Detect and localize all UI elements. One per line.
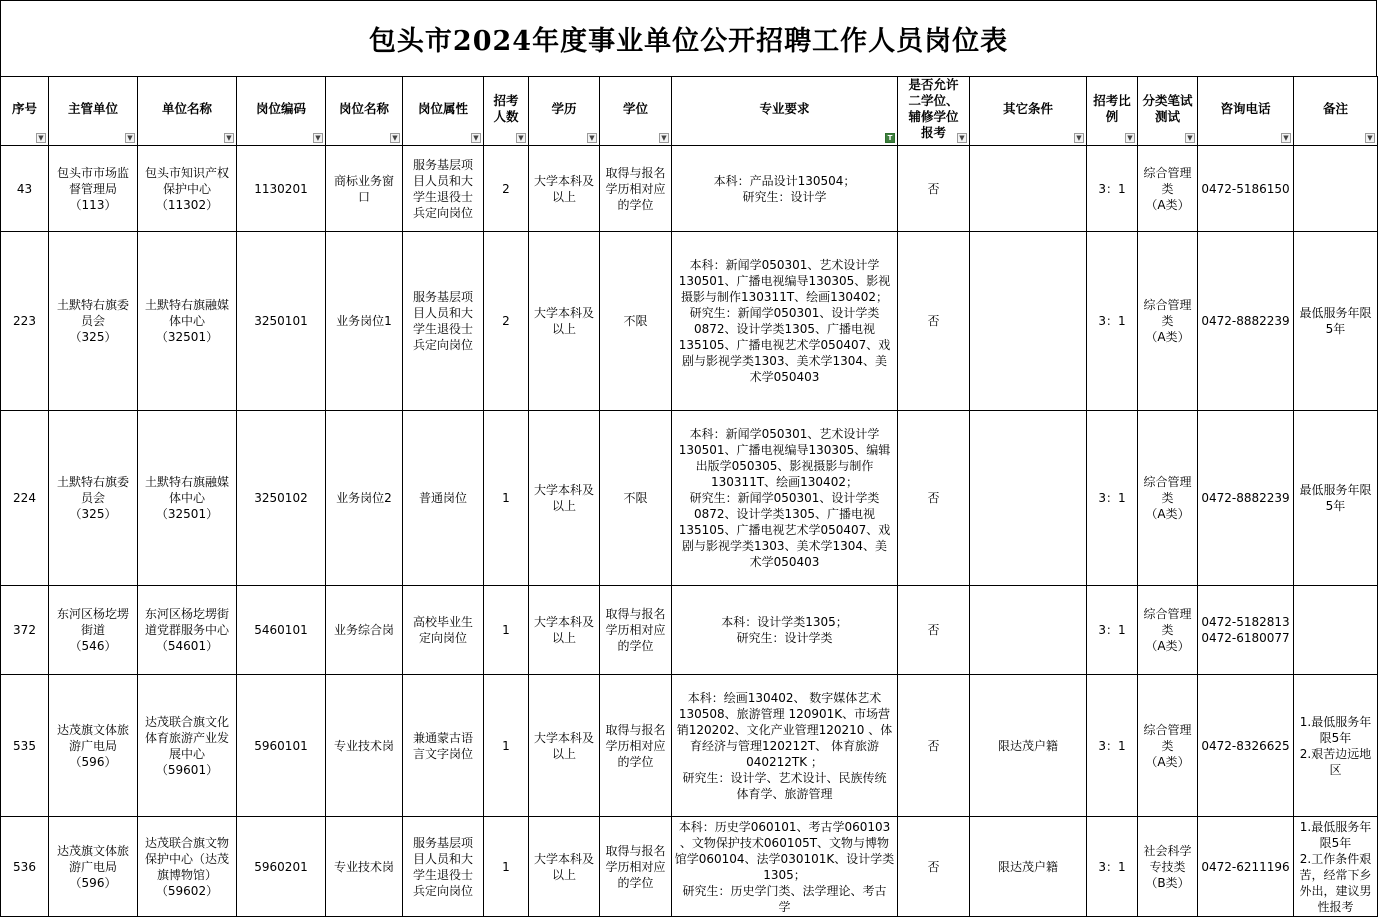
cell-second-degree[interactable]: 否 <box>898 146 970 232</box>
job-table <box>0 76 1378 917</box>
cell-seq[interactable]: 43 <box>1 146 49 232</box>
cell-code[interactable]: 1130201 <box>237 146 326 232</box>
cell-edu[interactable]: 大学本科及 以上 <box>529 411 600 586</box>
cell-exam[interactable]: 社会科学 专技类 （B类） <box>1138 817 1198 917</box>
cell-attr[interactable]: 高校毕业生 定向岗位 <box>403 586 484 675</box>
table-row <box>1 817 1378 917</box>
table-row <box>1 232 1378 411</box>
cell-num[interactable]: 1 <box>484 586 529 675</box>
cell-other[interactable] <box>970 232 1087 411</box>
cell-other[interactable] <box>970 411 1087 586</box>
col-dept: 主管单位 ▼ <box>49 77 138 146</box>
cell-other[interactable]: 限达茂户籍 <box>970 817 1087 917</box>
cell-edu[interactable]: 大学本科及 以上 <box>529 146 600 232</box>
filter-dropdown-icon[interactable]: ▼ <box>36 133 46 143</box>
cell-post[interactable]: 业务综合岗 <box>326 586 403 675</box>
col-seq: 序号 ▼ <box>1 77 49 146</box>
cell-code[interactable]: 5960101 <box>237 675 326 817</box>
filter-dropdown-icon[interactable]: ▼ <box>957 133 967 143</box>
cell-seq[interactable]: 224 <box>1 411 49 586</box>
filter-dropdown-icon[interactable]: ▼ <box>1185 133 1195 143</box>
cell-unit[interactable]: 土默特右旗融媒 体中心 （32501） <box>138 411 237 586</box>
cell-major[interactable]: 本科：历史学060101、考古学060103 、文物保护技术060105T、文物与博物 馆学060104、法学030101K、设计学类 1305； 研究生：历史学门类、法学理论、考古 学 <box>672 817 898 917</box>
cell-code[interactable]: 5960201 <box>237 817 326 917</box>
cell-post[interactable]: 业务岗位1 <box>326 232 403 411</box>
cell-dept[interactable]: 达茂旗文体旅 游广电局 （596） <box>49 675 138 817</box>
cell-other[interactable] <box>970 146 1087 232</box>
cell-dept[interactable]: 土默特右旗委 员会 （325） <box>49 232 138 411</box>
cell-ratio[interactable]: 3：1 <box>1087 232 1138 411</box>
cell-other[interactable] <box>970 586 1087 675</box>
filter-dropdown-icon[interactable]: ▼ <box>471 133 481 143</box>
col-num: 招考 人数 ▼ <box>484 77 529 146</box>
filter-dropdown-icon[interactable]: ▼ <box>224 133 234 143</box>
cell-post[interactable]: 专业技术岗 <box>326 675 403 817</box>
cell-degree[interactable]: 取得与报名 学历相对应 的学位 <box>600 817 672 917</box>
filter-dropdown-icon[interactable]: ▼ <box>1074 133 1084 143</box>
cell-num[interactable]: 2 <box>484 146 529 232</box>
cell-second-degree[interactable]: 否 <box>898 675 970 817</box>
col-ratio: 招考比 例 ▼ <box>1087 77 1138 146</box>
cell-major[interactable]: 本科：绘画130402、 数字媒体艺术 130508、旅游管理 120901K、市场营 销120202、文化产业管理120210 、体 育经济与管理120212T、 体育旅游 040212TK ； 研究生：设计学、艺术设计、民族传统 体育学、旅游管理 <box>672 675 898 817</box>
cell-unit[interactable]: 达茂联合旗文物 保护中心（达茂 旗博物馆） （59602） <box>138 817 237 917</box>
cell-major[interactable]: 本科：产品设计130504； 研究生：设计学 <box>672 146 898 232</box>
col-post: 岗位名称 ▼ <box>326 77 403 146</box>
cell-ratio[interactable]: 3：1 <box>1087 586 1138 675</box>
cell-remark[interactable]: 1.最低服务年 限5年 2.工作条件艰 苦，经常下乡 外出，建议男 性报考 <box>1294 817 1378 917</box>
filter-dropdown-icon[interactable]: ▼ <box>516 133 526 143</box>
cell-seq[interactable]: 372 <box>1 586 49 675</box>
cell-phone[interactable]: 0472-5182813 0472-6180077 <box>1198 586 1294 675</box>
cell-attr[interactable]: 普通岗位 <box>403 411 484 586</box>
cell-edu[interactable]: 大学本科及 以上 <box>529 232 600 411</box>
cell-unit[interactable]: 东河区杨圪塄街 道党群服务中心 （54601） <box>138 586 237 675</box>
cell-major[interactable]: 本科：新闻学050301、艺术设计学 130501、广播电视编导130305、影视 摄影与制作130311T、绘画130402； 研究生：新闻学050301、设计学类 0872、设计学类1305、广播电视 135105、广播电视艺术学050407、戏 剧与影视学类1303、美术学1304、美 术学050403 <box>672 232 898 411</box>
col-unit: 单位名称 ▼ <box>138 77 237 146</box>
cell-code[interactable]: 5460101 <box>237 586 326 675</box>
col-second-degree: 是否允许 二学位、 辅修学位 报考 ▼ <box>898 77 970 146</box>
table-row <box>1 675 1378 817</box>
table-row <box>1 146 1378 232</box>
cell-second-degree[interactable]: 否 <box>898 411 970 586</box>
cell-edu[interactable]: 大学本科及 以上 <box>529 817 600 917</box>
cell-exam[interactable]: 综合管理 类 （A类） <box>1138 411 1198 586</box>
filter-dropdown-icon[interactable]: ▼ <box>587 133 597 143</box>
cell-num[interactable]: 1 <box>484 411 529 586</box>
cell-second-degree[interactable]: 否 <box>898 817 970 917</box>
cell-phone[interactable]: 0472-5186150 <box>1198 146 1294 232</box>
cell-dept[interactable]: 达茂旗文体旅 游广电局 （596） <box>49 817 138 917</box>
filter-dropdown-icon[interactable]: ▼ <box>1125 133 1135 143</box>
cell-dept[interactable]: 东河区杨圪塄 街道 （546） <box>49 586 138 675</box>
filter-dropdown-icon[interactable]: ▼ <box>659 133 669 143</box>
cell-seq[interactable]: 223 <box>1 232 49 411</box>
cell-attr[interactable]: 服务基层项 目人员和大 学生退役士 兵定向岗位 <box>403 146 484 232</box>
col-phone: 咨询电话 ▼ <box>1198 77 1294 146</box>
table-row <box>1 411 1378 586</box>
cell-exam[interactable]: 综合管理 类 （A类） <box>1138 586 1198 675</box>
cell-code[interactable]: 3250102 <box>237 411 326 586</box>
cell-second-degree[interactable]: 否 <box>898 232 970 411</box>
cell-unit[interactable]: 土默特右旗融媒 体中心 （32501） <box>138 232 237 411</box>
cell-ratio[interactable]: 3：1 <box>1087 411 1138 586</box>
cell-phone[interactable]: 0472-8882239 <box>1198 232 1294 411</box>
cell-major[interactable]: 本科：设计学类1305； 研究生：设计学类 <box>672 586 898 675</box>
cell-seq[interactable]: 535 <box>1 675 49 817</box>
cell-unit[interactable]: 达茂联合旗文化 体育旅游产业发 展中心 （59601） <box>138 675 237 817</box>
cell-attr[interactable]: 服务基层项 目人员和大 学生退役士 兵定向岗位 <box>403 232 484 411</box>
cell-remark[interactable]: 1.最低服务年 限5年 2.艰苦边远地 区 <box>1294 675 1378 817</box>
filter-dropdown-icon[interactable]: ▼ <box>1281 133 1291 143</box>
cell-other[interactable]: 限达茂户籍 <box>970 675 1087 817</box>
cell-remark[interactable] <box>1294 586 1378 675</box>
col-major: 专业要求 T <box>672 77 898 146</box>
col-edu: 学历 ▼ <box>529 77 600 146</box>
cell-dept[interactable]: 包头市市场监 督管理局 （113） <box>49 146 138 232</box>
header-row <box>1 77 1378 146</box>
col-other: 其它条件 ▼ <box>970 77 1087 146</box>
cell-num[interactable]: 1 <box>484 675 529 817</box>
page-title: 包头市2024年度事业单位公开招聘工作人员岗位表 <box>0 0 1377 77</box>
col-exam: 分类笔试 测试 ▼ <box>1138 77 1198 146</box>
filter-dropdown-icon[interactable]: ▼ <box>1365 133 1375 143</box>
col-code: 岗位编码 ▼ <box>237 77 326 146</box>
cell-degree[interactable]: 取得与报名 学历相对应 的学位 <box>600 146 672 232</box>
cell-post[interactable]: 商标业务窗 口 <box>326 146 403 232</box>
cell-exam[interactable]: 综合管理 类 （A类） <box>1138 232 1198 411</box>
col-remark: 备注 ▼ <box>1294 77 1378 146</box>
cell-code[interactable]: 3250101 <box>237 232 326 411</box>
cell-degree[interactable]: 取得与报名 学历相对应 的学位 <box>600 675 672 817</box>
cell-remark[interactable] <box>1294 146 1378 232</box>
cell-post[interactable]: 业务岗位2 <box>326 411 403 586</box>
cell-unit[interactable]: 包头市知识产权 保护中心 （11302） <box>138 146 237 232</box>
cell-exam[interactable]: 综合管理 类 （A类） <box>1138 146 1198 232</box>
cell-seq[interactable]: 536 <box>1 817 49 917</box>
cell-degree[interactable]: 取得与报名 学历相对应 的学位 <box>600 586 672 675</box>
cell-ratio[interactable]: 3：1 <box>1087 146 1138 232</box>
cell-num[interactable]: 1 <box>484 817 529 917</box>
filter-dropdown-icon[interactable]: ▼ <box>125 133 135 143</box>
cell-second-degree[interactable]: 否 <box>898 586 970 675</box>
cell-phone[interactable]: 0472-8326625 <box>1198 675 1294 817</box>
cell-phone[interactable]: 0472-6211196 <box>1198 817 1294 917</box>
col-degree: 学位 ▼ <box>600 77 672 146</box>
filter-dropdown-icon[interactable]: ▼ <box>313 133 323 143</box>
cell-major[interactable]: 本科：新闻学050301、艺术设计学 130501、广播电视编导130305、编辑 出版学050305、影视摄影与制作 130311T、绘画130402； 研究生：新闻学050301、设计学类 0872、设计学类1305、广播电视 135105、广播电视艺术学050407、戏 剧与影视学类1303、美术学1304、美 术学050403 <box>672 411 898 586</box>
cell-remark[interactable]: 最低服务年限 5年 <box>1294 411 1378 586</box>
cell-remark[interactable]: 最低服务年限 5年 <box>1294 232 1378 411</box>
cell-exam[interactable]: 综合管理 类 （A类） <box>1138 675 1198 817</box>
cell-edu[interactable]: 大学本科及 以上 <box>529 586 600 675</box>
cell-degree[interactable]: 不限 <box>600 411 672 586</box>
cell-phone[interactable]: 0472-8882239 <box>1198 411 1294 586</box>
cell-dept[interactable]: 土默特右旗委 员会 （325） <box>49 411 138 586</box>
cell-edu[interactable]: 大学本科及 以上 <box>529 675 600 817</box>
cell-ratio[interactable]: 3：1 <box>1087 817 1138 917</box>
cell-ratio[interactable]: 3：1 <box>1087 675 1138 817</box>
cell-degree[interactable]: 不限 <box>600 232 672 411</box>
col-attr: 岗位属性 ▼ <box>403 77 484 146</box>
cell-attr[interactable]: 兼通蒙古语 言文字岗位 <box>403 675 484 817</box>
filter-funnel-icon[interactable]: T <box>885 133 895 143</box>
cell-num[interactable]: 2 <box>484 232 529 411</box>
table-row <box>1 586 1378 675</box>
cell-post[interactable]: 专业技术岗 <box>326 817 403 917</box>
filter-dropdown-icon[interactable]: ▼ <box>390 133 400 143</box>
cell-attr[interactable]: 服务基层项 目人员和大 学生退役士 兵定向岗位 <box>403 817 484 917</box>
